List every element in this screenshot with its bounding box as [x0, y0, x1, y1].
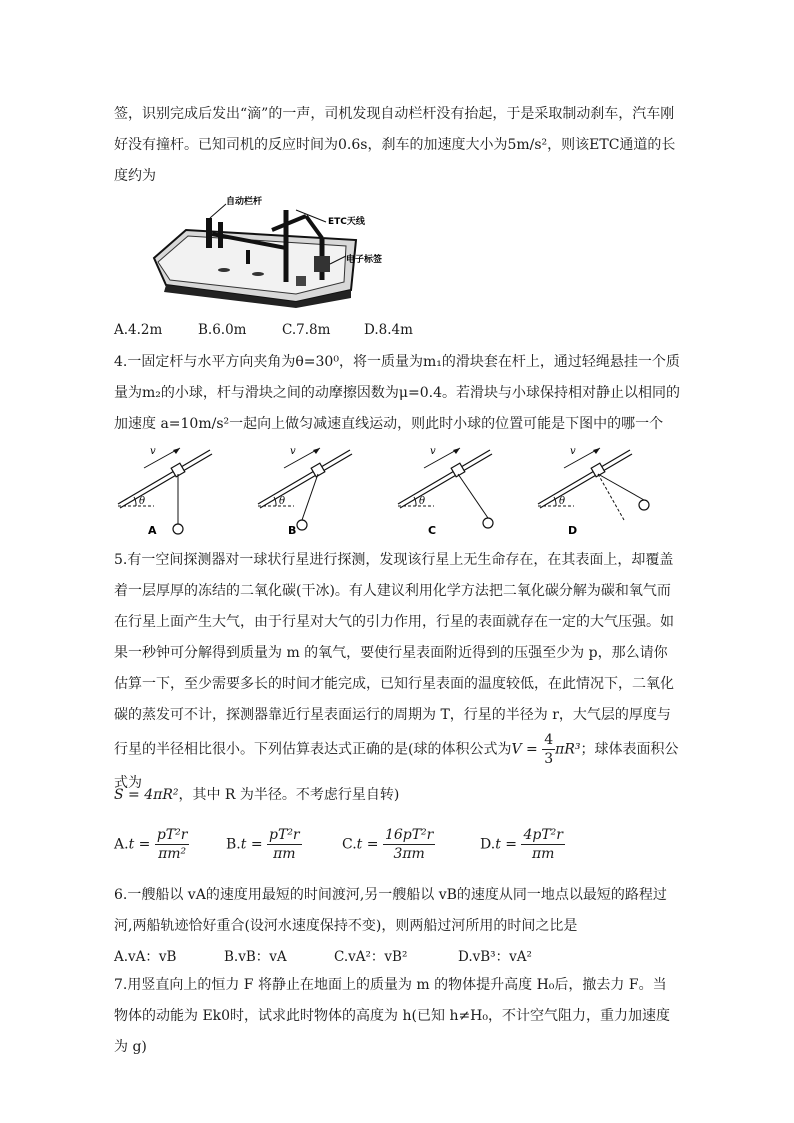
ball — [173, 524, 183, 534]
option-a: A.4.2m — [114, 322, 163, 338]
incline-rod — [398, 450, 490, 504]
question-5-body: 5.有一空间探测器对一球状行星进行探测，发现该行星上无生命存在，在其表面上，却覆盖着一层厚厚的冻结的二氧化碳(干冰)。有人建议利用化学方法把二氧化碳分解为碳和氧气而在行星上面产生大气，由于行星对大气的引力作用，行星的表面就存在一定的大气压强。如果一秒钟可分解得到质量为 m 的氧气，要使行星表面附近得到的压强至少为 p，那么请你估算一下，至少需要多长的时间才能完成，已知行星表面的温度较低，在此情况下，二氧化碳的蒸发可不计，探测器靠近行星表面运行的周期为 T，行星的半径为 r，大气层的厚度与行星的半径相比很小。下列估算表达式正确的是(球的体积公式为 — [114, 552, 674, 758]
ball — [639, 500, 649, 510]
incline-figure-b — [258, 446, 352, 537]
velocity-label: v — [290, 446, 296, 457]
subfigure-label: C — [428, 524, 437, 537]
string — [598, 474, 644, 500]
incline-rod-edge — [540, 454, 632, 508]
incline-figure-c — [398, 446, 493, 537]
area-formula-intro: ；球体表面积公式为 — [114, 741, 679, 791]
option-c: C.7.8m — [282, 322, 331, 338]
etc-lane-figure — [146, 190, 383, 308]
incline-rod-edge — [120, 454, 212, 508]
velocity-arrowhead — [173, 448, 180, 454]
label-etc-antenna: ETC天线 — [328, 217, 365, 227]
ball — [297, 520, 307, 530]
question-6-text: 6.一艘船以 vA的速度用最短的时间渡河,另一艘船以 vB的速度从同一地点以最短的路程过河,两船轨迹恰好重合(设河水速度保持不变)，则两船过河所用的时间之比是 — [114, 887, 667, 934]
volume-fraction: $\frac{4}{3}$ — [544, 732, 554, 767]
string — [458, 474, 488, 518]
volume-formula-lhs: V = — [511, 741, 538, 758]
incline-rod-edge — [400, 454, 492, 508]
subfigure-label: D — [568, 524, 578, 537]
label-electronic-tag: 电子标签 — [346, 255, 383, 265]
option-b-formula: B.t = $\frac{\text{pT²r}}{\pi m}$ — [226, 827, 300, 862]
question-3-options — [114, 322, 680, 348]
theta-label: θ — [139, 496, 146, 507]
string — [302, 474, 318, 520]
option-d: D.8.4m — [364, 322, 413, 338]
question-4-text: 4.一固定杆与水平方向夹角为θ=30⁰，将一质量为m₁的滑块套在杆上，通过轻绳悬挂一个质量为m₂的小球，杆与滑块之间的动摩擦因数为μ=0.4。若滑块与小球保持相对静止以相同的加速度 a=10m/s²一起向上做匀减速直线运动，则此时小球的位置可能是下图中的哪一个 — [114, 354, 680, 432]
area-formula-note: ，其中 R 为半径。不考虑行星自转) — [178, 787, 400, 803]
theta-label: θ — [279, 496, 286, 507]
incline-figure-a — [118, 446, 212, 537]
velocity-label: v — [150, 446, 156, 457]
area-formula-line — [114, 780, 680, 811]
subfigure-label: A — [148, 524, 157, 537]
question-6-options — [114, 945, 680, 971]
theta-label: θ — [559, 496, 566, 507]
volume-formula-tail: πR³ — [555, 741, 581, 758]
incline-figure-row — [114, 440, 674, 540]
velocity-arrowhead — [453, 448, 460, 454]
option-b: B.vB：vA — [224, 949, 287, 965]
label-auto-bar: 自动栏杆 — [226, 197, 263, 207]
option-c: C.vA²：vB² — [334, 949, 408, 965]
incline-figure-d — [538, 446, 649, 537]
velocity-label: v — [570, 446, 576, 457]
question-5-options — [114, 826, 680, 870]
incline-rod — [258, 450, 350, 504]
option-c-formula: C.t = $\frac{\text{16pT²r}}{3\pi m}$ — [342, 827, 434, 862]
question-5-text — [114, 545, 680, 799]
option-b: B.6.0m — [198, 322, 247, 338]
area-formula: S = 4πR² — [114, 787, 179, 803]
theta-label: θ — [419, 496, 426, 507]
subfigure-label: B — [288, 524, 297, 537]
option-a: A.vA：vB — [114, 949, 177, 965]
velocity-arrowhead — [313, 448, 320, 454]
incline-rod — [118, 450, 210, 504]
option-d-formula: D.t = $\frac{\text{4pT²r}}{\pi m}$ — [480, 827, 563, 862]
option-a-formula: A.t = $\frac{\text{pT²r}}{\text{πm²}}$ — [114, 827, 188, 862]
ball — [483, 518, 493, 528]
incline-rod — [538, 450, 630, 504]
velocity-label: v — [430, 446, 436, 457]
question-3-text: 签，识别完成后发出“滴”的一声，司机发现自动栏杆没有抬起，于是采取制动刹车，汽车刚好没有撞杆。已知司机的反应时间为0.6s，刹车的加速度大小为5m/s²，则该ETC通道的长度约为 — [114, 106, 676, 184]
option-d: D.vB³：vA² — [458, 949, 532, 965]
incline-rod-edge — [260, 454, 352, 508]
velocity-arrowhead — [593, 448, 600, 454]
question-7-text: 7.用竖直向上的恒力 F 将静止在地面上的质量为 m 的物体提升高度 H₀后，撤去力 F。当物体的动能为 Ek0时，试求此时物体的高度为 h(已知 h≠H₀，不计空气阻力，重力加速度为 g) — [114, 977, 671, 1055]
